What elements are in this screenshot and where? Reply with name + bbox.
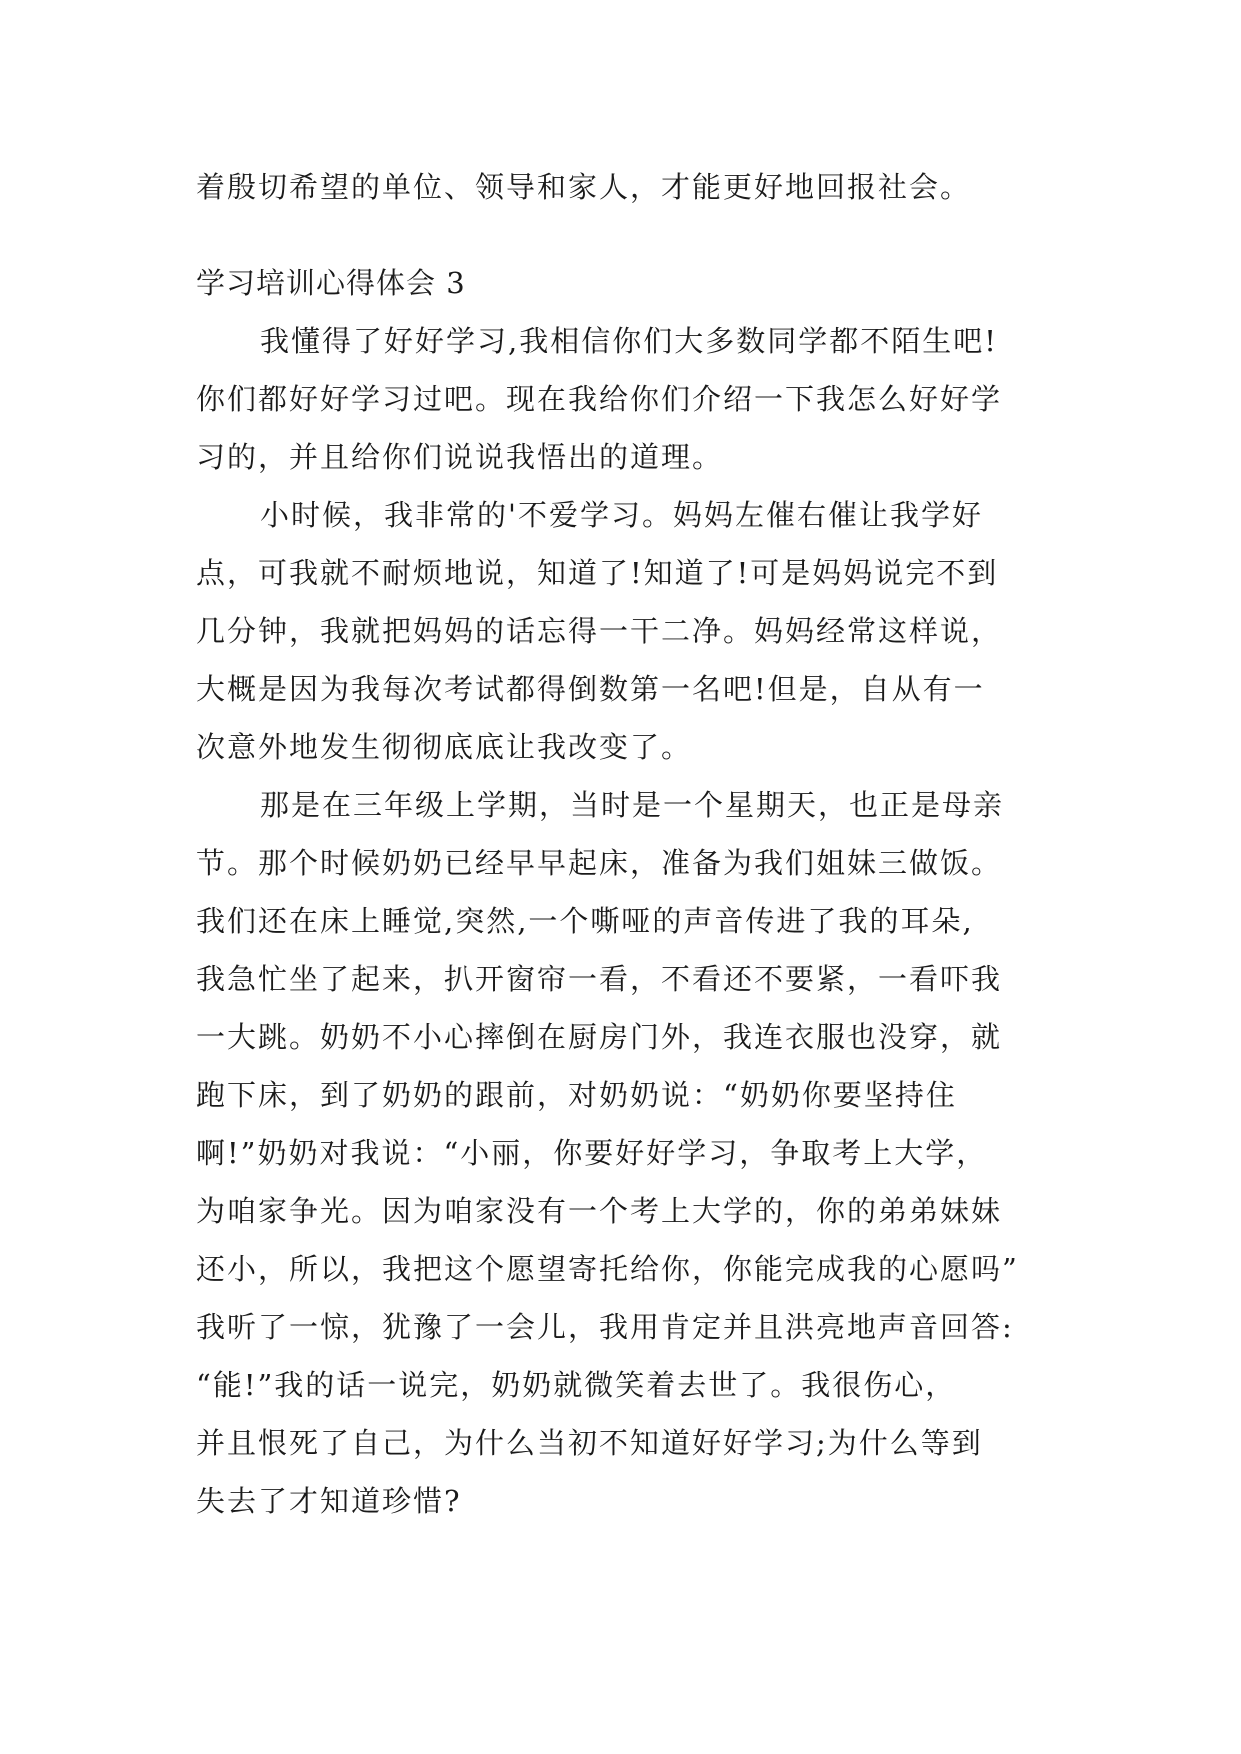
paragraph-line: 并且恨死了自己，为什么当初不知道好好学习;为什么等到 bbox=[196, 1426, 983, 1460]
paragraph-line: 一大跳。奶奶不小心摔倒在厨房门外，我连衣服也没穿，就 bbox=[196, 1020, 1003, 1054]
paragraph-line: 失去了才知道珍惜? bbox=[196, 1484, 462, 1518]
paragraph-line: 啊!”奶奶对我说：“小丽，你要好好学习，争取考上大学， bbox=[196, 1136, 988, 1170]
paragraph-line: 跑下床，到了奶奶的跟前，对奶奶说：“奶奶你要坚持住 bbox=[196, 1078, 957, 1112]
section-title: 学习培训心得体会 3 bbox=[196, 266, 466, 300]
paragraph-tail: 着殷切希望的单位、领导和家人，才能更好地回报社会。 bbox=[196, 170, 972, 204]
paragraph-line: 为咱家争光。因为咱家没有一个考上大学的，你的弟弟妹妹 bbox=[196, 1194, 1003, 1228]
paragraph-line: 你们都好好学习过吧。现在我给你们介绍一下我怎么好好学 bbox=[196, 382, 1003, 416]
paragraph-line: 次意外地发生彻彻底底让我改变了。 bbox=[196, 730, 693, 764]
paragraph-line: 我们还在床上睡觉,突然,一个嘶哑的声音传进了我的耳朵, bbox=[196, 904, 974, 938]
paragraph-line: 节。那个时候奶奶已经早早起床，准备为我们姐妹三做饭。 bbox=[196, 846, 1003, 880]
paragraph-line: 那是在三年级上学期，当时是一个星期天，也正是母亲 bbox=[260, 788, 1005, 822]
paragraph-line: 我急忙坐了起来，扒开窗帘一看，不看还不要紧，一看吓我 bbox=[196, 962, 1003, 996]
paragraph-line: 习的，并且给你们说说我悟出的道理。 bbox=[196, 440, 724, 474]
paragraph-line: 我听了一惊，犹豫了一会儿，我用肯定并且洪亮地声音回答: bbox=[196, 1310, 1014, 1344]
document-body bbox=[196, 158, 1076, 1530]
paragraph-line: 小时候，我非常的'不爱学习。妈妈左催右催让我学好 bbox=[260, 498, 983, 532]
paragraph-1 bbox=[196, 312, 1076, 486]
paragraph-line: 点，可我就不耐烦地说，知道了!知道了!可是妈妈说完不到 bbox=[196, 556, 999, 590]
paragraph-3 bbox=[196, 776, 1076, 1530]
paragraph-line: 几分钟，我就把妈妈的话忘得一干二净。妈妈经常这样说， bbox=[196, 614, 1003, 648]
paragraph-line: 大概是因为我每次考试都得倒数第一名吧!但是，自从有一 bbox=[196, 672, 985, 706]
paragraph-2 bbox=[196, 486, 1076, 776]
paragraph-line: 我懂得了好好学习,我相信你们大多数同学都不陌生吧! bbox=[260, 324, 998, 358]
paragraph-line: “能!”我的话一说完，奶奶就微笑着去世了。我很伤心， bbox=[196, 1368, 957, 1402]
paragraph-line: 还小，所以，我把这个愿望寄托给你，你能完成我的心愿吗” bbox=[196, 1252, 1019, 1286]
